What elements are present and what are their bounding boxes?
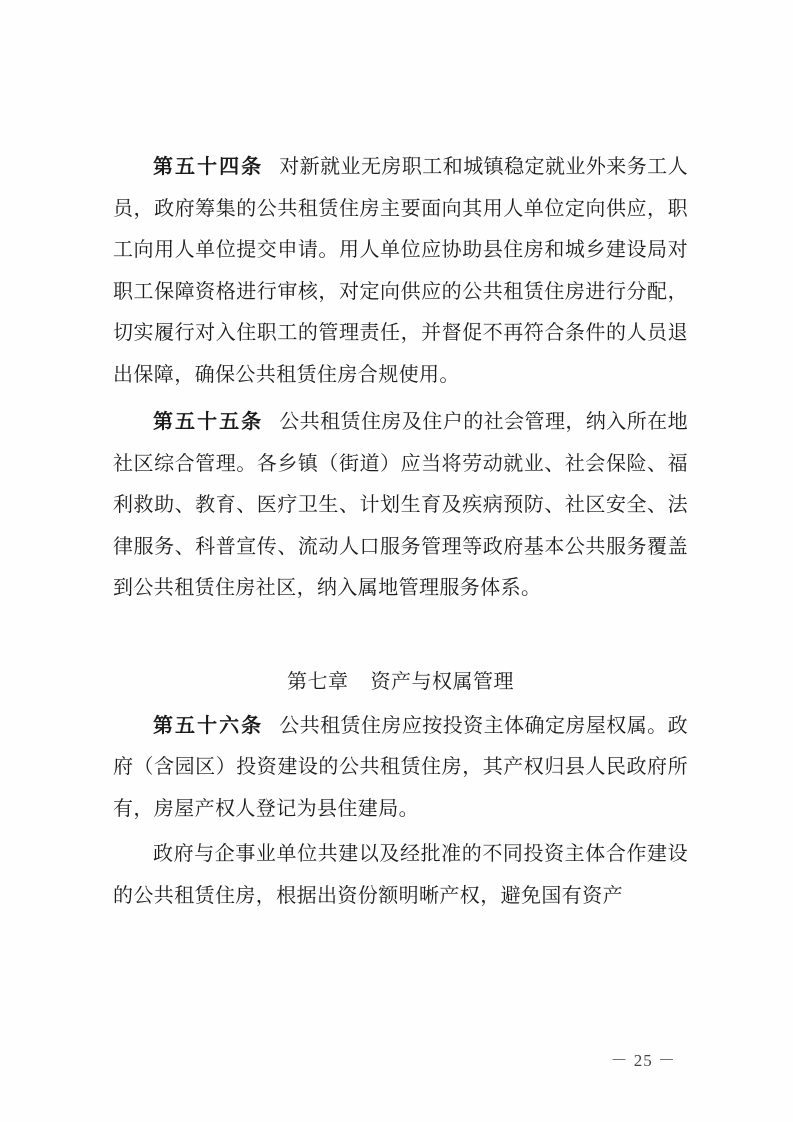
plain-paragraph: 政府与企事业单位共建以及经批准的不同投资主体合作建设的公共租赁住房，根据出资份额明晰产权，避免国有资产 (113, 841, 688, 907)
chapter-title: 资产与权属管理 (370, 668, 514, 693)
page-number: － 25 － (610, 1051, 676, 1070)
article-56-text: 公共租赁住房应按投资主体确定房屋权属。政府（含园区）投资建设的公共租赁住房，其产权归县人民政府所有，房屋产权人登记为县住建局。 (113, 712, 689, 820)
article-56-label: 第五十六条 (153, 712, 264, 737)
chapter-number: 第七章 (287, 668, 349, 693)
chapter-heading (113, 661, 688, 701)
article-55-text: 公共租赁住房及住户的社会管理，纳入所在地社区综合管理。各乡镇（街道）应当将劳动就业、社会保险、福利救助、教育、医疗卫生、计划生育及疾病预防、社区安全、法律服务、科普宣传、流动人口服务管理等政府基本公共服务覆盖到公共租赁住房社区，纳入属地管理服务体系。 (113, 409, 689, 599)
article-54-text: 对新就业无房职工和城镇稳定就业外来务工人员，政府筹集的公共租赁住房主要面向其用人单位定向供应，职工向用人单位提交申请。用人单位应协助县住房和城乡建设局对职工保障资格进行审核，对定向供应的公共租赁住房进行分配，切实履行对入住职工的管理责任，并督促不再符合条件的人员退出保障，确保公共租赁住房合规使用。 (113, 154, 689, 386)
article-55-label: 第五十五条 (153, 409, 264, 433)
article-54 (113, 146, 688, 395)
article-55 (113, 401, 688, 609)
article-56 (113, 705, 688, 830)
article-54-label: 第五十四条 (153, 154, 264, 178)
document-body (113, 146, 688, 916)
